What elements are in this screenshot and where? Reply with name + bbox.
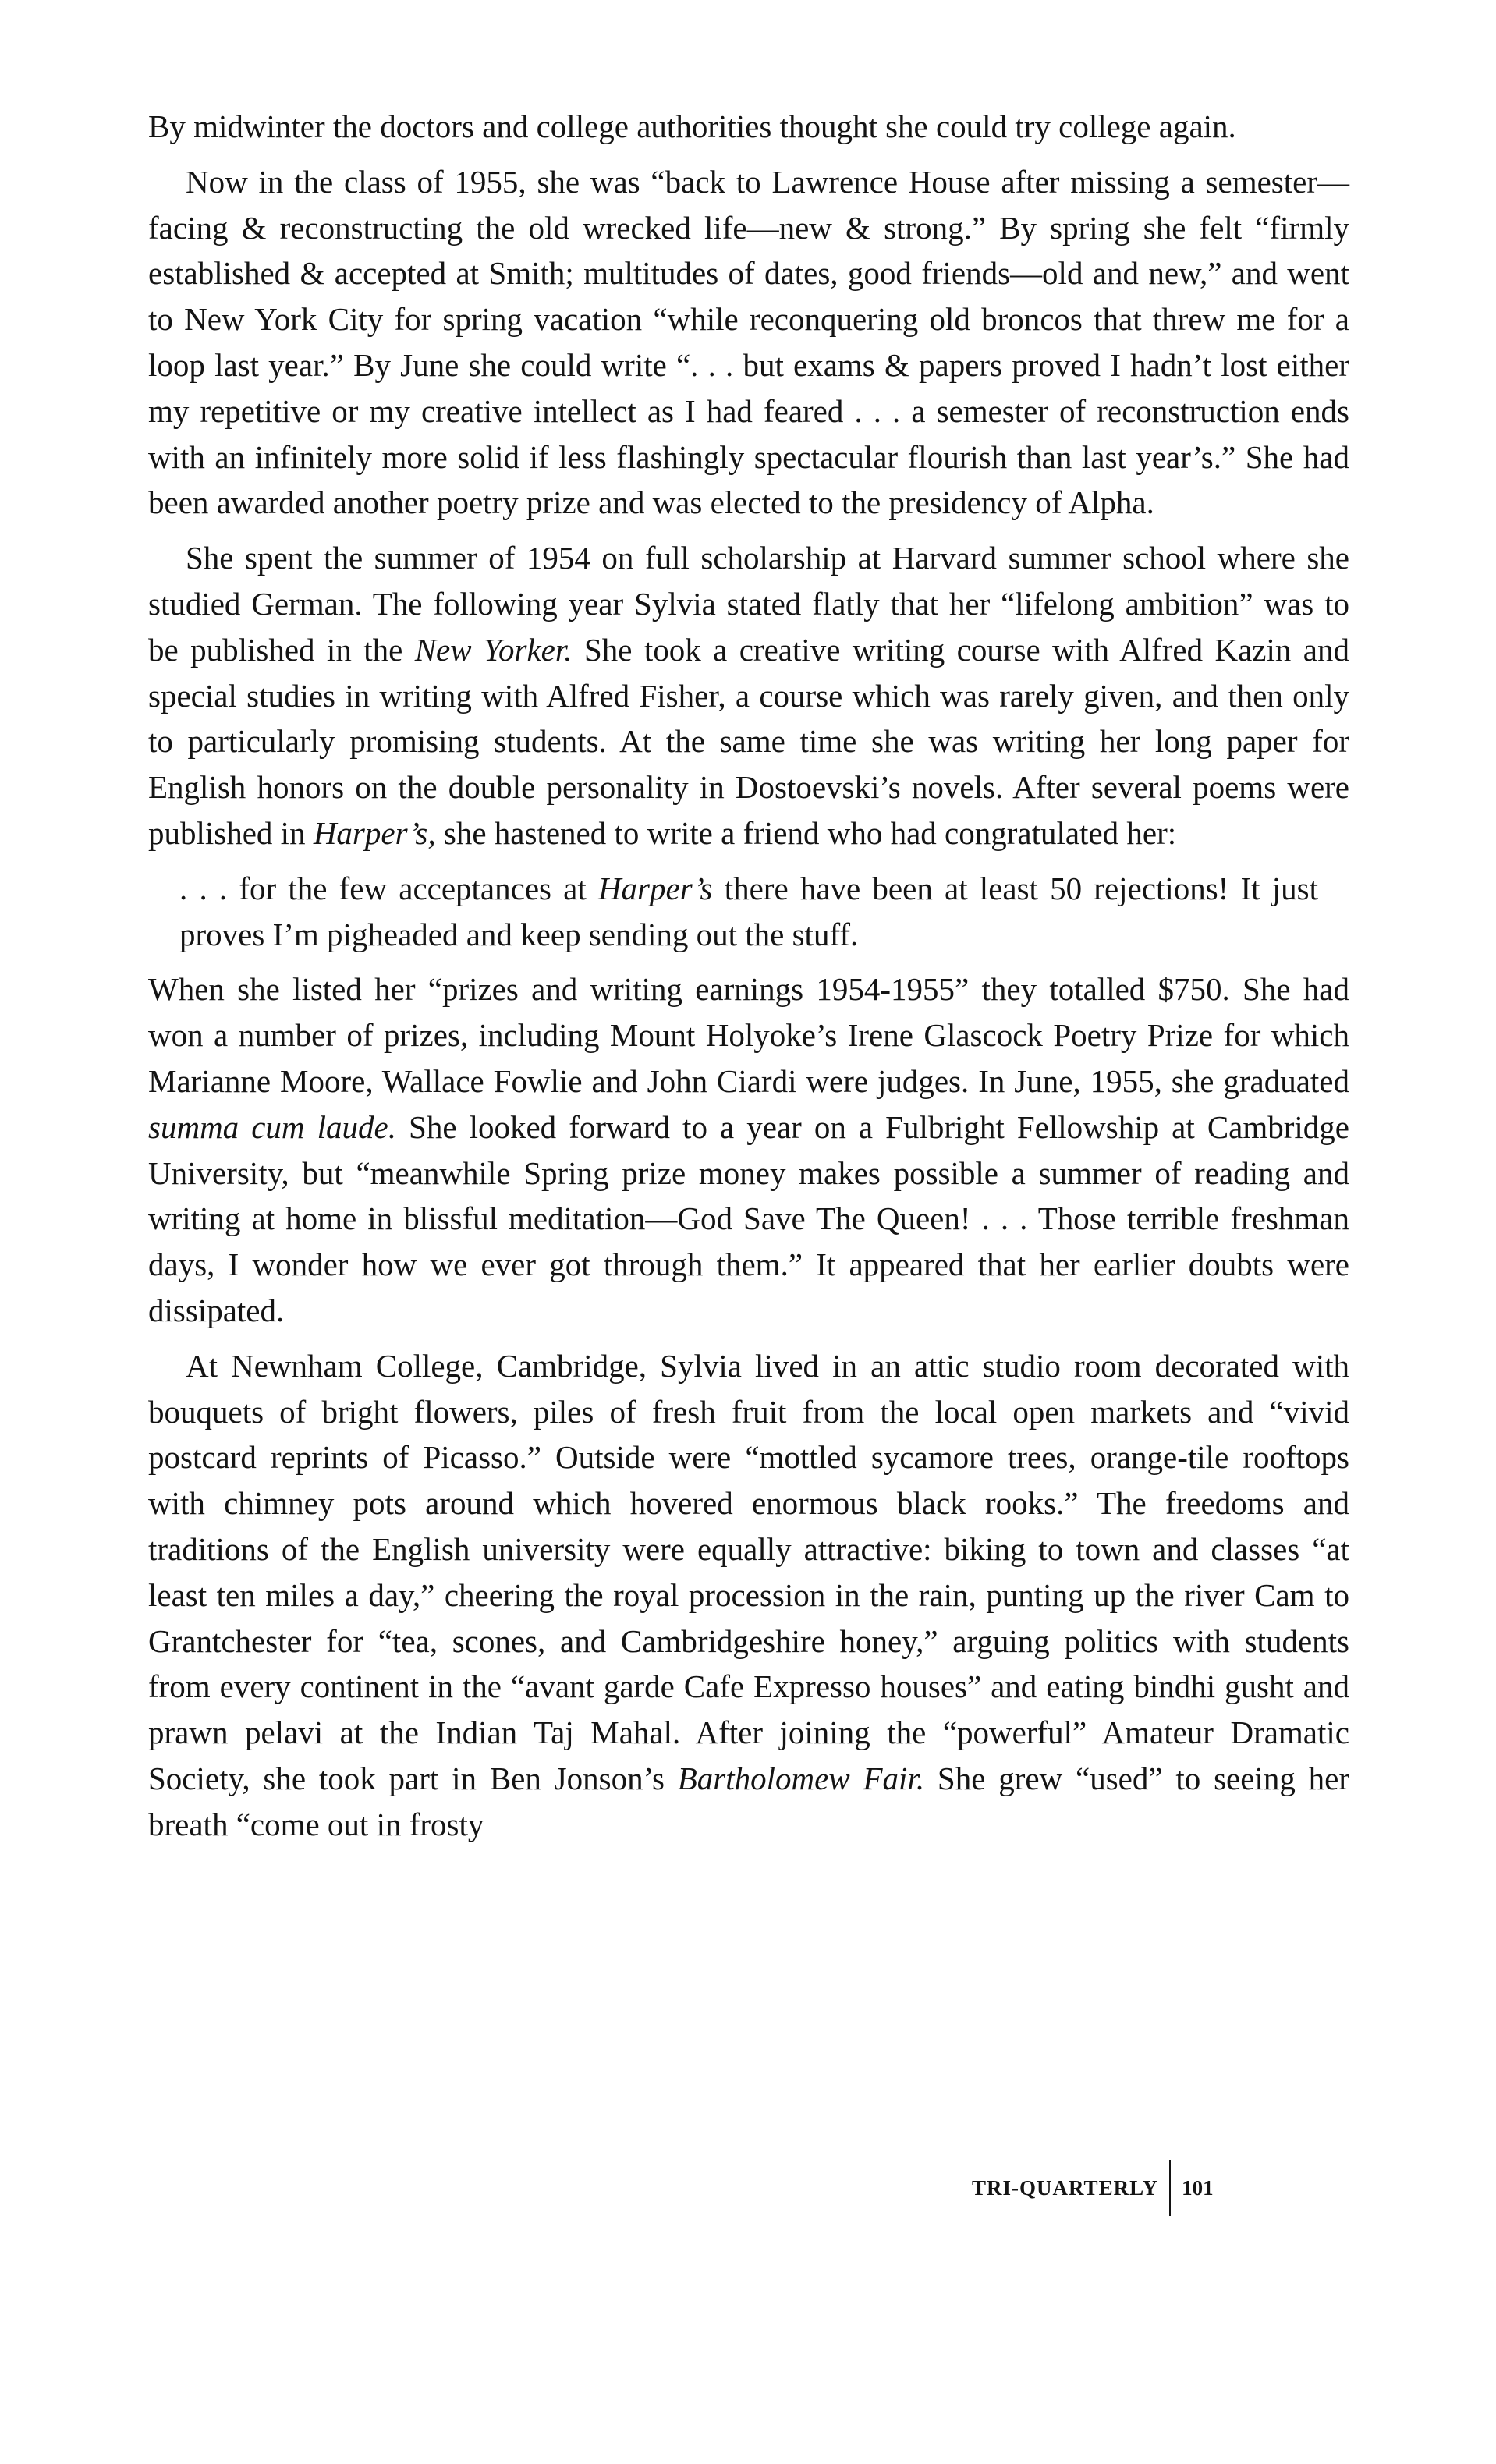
paragraph-2 bbox=[148, 159, 1349, 526]
body-text bbox=[148, 104, 1349, 1856]
paragraph-4-text-a: When she listed her “prizes and writing earnings 1954-1955” they totalled $750. She had won a number of prizes, including Mount Holyoke’s Irene Glascock Poetry Prize for which Marianne Moore, Wallace Fowlie and John Ciardi were judges. In June, 1955, she graduated bbox=[148, 971, 1349, 1099]
paragraph-1 bbox=[148, 104, 1349, 150]
paragraph-4 bbox=[148, 966, 1349, 1333]
block-quote-text-a: . . . for the few acceptances at bbox=[179, 870, 598, 906]
paragraph-3 bbox=[148, 535, 1349, 856]
paragraph-5 bbox=[148, 1343, 1349, 1848]
paragraph-4-text-b: She looked forward to a year on a Fulbright Fellowship at Cambridge University, but “meanwhile Spring prize money makes possible a summer of reading and writing at home in blissful meditation—God Save The Queen! . . . Those terrible freshman days, I wonder how we ever got through them.” It appeared that her earlier doubts were dissipated. bbox=[148, 1108, 1350, 1328]
running-head: TRI-QUARTERLY bbox=[972, 2175, 1159, 2200]
paragraph-3-text-c: she hastened to write a friend who had congratulated her: bbox=[435, 814, 1177, 851]
page-number: 101 bbox=[1182, 2175, 1214, 2200]
page-footer bbox=[972, 2168, 1214, 2207]
honor-latin-phrase: summa cum laude. bbox=[148, 1108, 396, 1145]
paragraph-2-text: Now in the class of 1955, she was “back to Lawrence House after missing a semester—facing & reconstructing the old wrecked life—new & strong.” By spring she felt “firmly established & accepted at Smith; multitudes of dates, good friends—old and new,” and went to New York City for spring vacation “while reconquering old broncos that threw me for a loop last year.” By June she could write “. . . but exams & papers proved I hadn’t lost either my repetitive or my creative intellect as I had feared . . . a semester of reconstruction ends with an infinitely more solid if less flashingly spectacular flourish than last year’s.” She had been awarded another poetry prize and was elected to the presidency of Alpha. bbox=[148, 163, 1349, 521]
block-quote bbox=[148, 866, 1349, 958]
block-quote-text-b: there have been at least 50 rejections! It just proves I’m pigheaded and keep sending out the stuff. bbox=[179, 870, 1318, 952]
play-title: Bartholomew Fair. bbox=[677, 1760, 925, 1796]
magazine-title-harpers: Harper’s, bbox=[313, 814, 436, 851]
paragraph-3-text-b: She took a creative writing course with Alfred Kazin and special studies in writing with Alfred Fisher, a course which was rarely given, and then only to particularly promising students. At the same time she was writing her long paper for English honors on the double personality in Dostoevski’s novels. After several poems were published in bbox=[148, 631, 1349, 851]
paragraph-5-text-b: She grew “used” to seeing her breath “come out in frosty bbox=[148, 1760, 1349, 1842]
paragraph-3-text-a: She spent the summer of 1954 on full scholarship at Harvard summer school where she studied German. The following year Sylvia stated flatly that her “lifelong ambition” was to be published in the bbox=[148, 540, 1349, 668]
magazine-title-new-yorker: New Yorker. bbox=[414, 631, 573, 668]
paragraph-1-text: By midwinter the doctors and college authorities thought she could try college again. bbox=[148, 108, 1236, 144]
block-quote-magazine-title: Harper’s bbox=[597, 870, 713, 906]
paragraph-5-text-a: At Newnham College, Cambridge, Sylvia lived in an attic studio room decorated with bouquets of bright flowers, piles of fresh fruit from the local open markets and “vivid postcard reprints of Picasso.” Outside were “mottled sycamore trees, orange-tile rooftops with chimney pots around which hovered enormous black rooks.” The freedoms and traditions of the English university were equally attractive: biking to town and classes “at least ten miles a day,” cheering the royal procession in the rain, punting up the river Cam to Grantchester for “tea, scones, and Cambridgeshire honey,” arguing politics with students from every continent in the “avant garde Cafe Expresso houses” and eating bindhi gusht and prawn pelavi at the Indian Taj Mahal. After joining the “powerful” Amateur Dramatic Society, she took part in Ben Jonson’s bbox=[148, 1347, 1349, 1796]
